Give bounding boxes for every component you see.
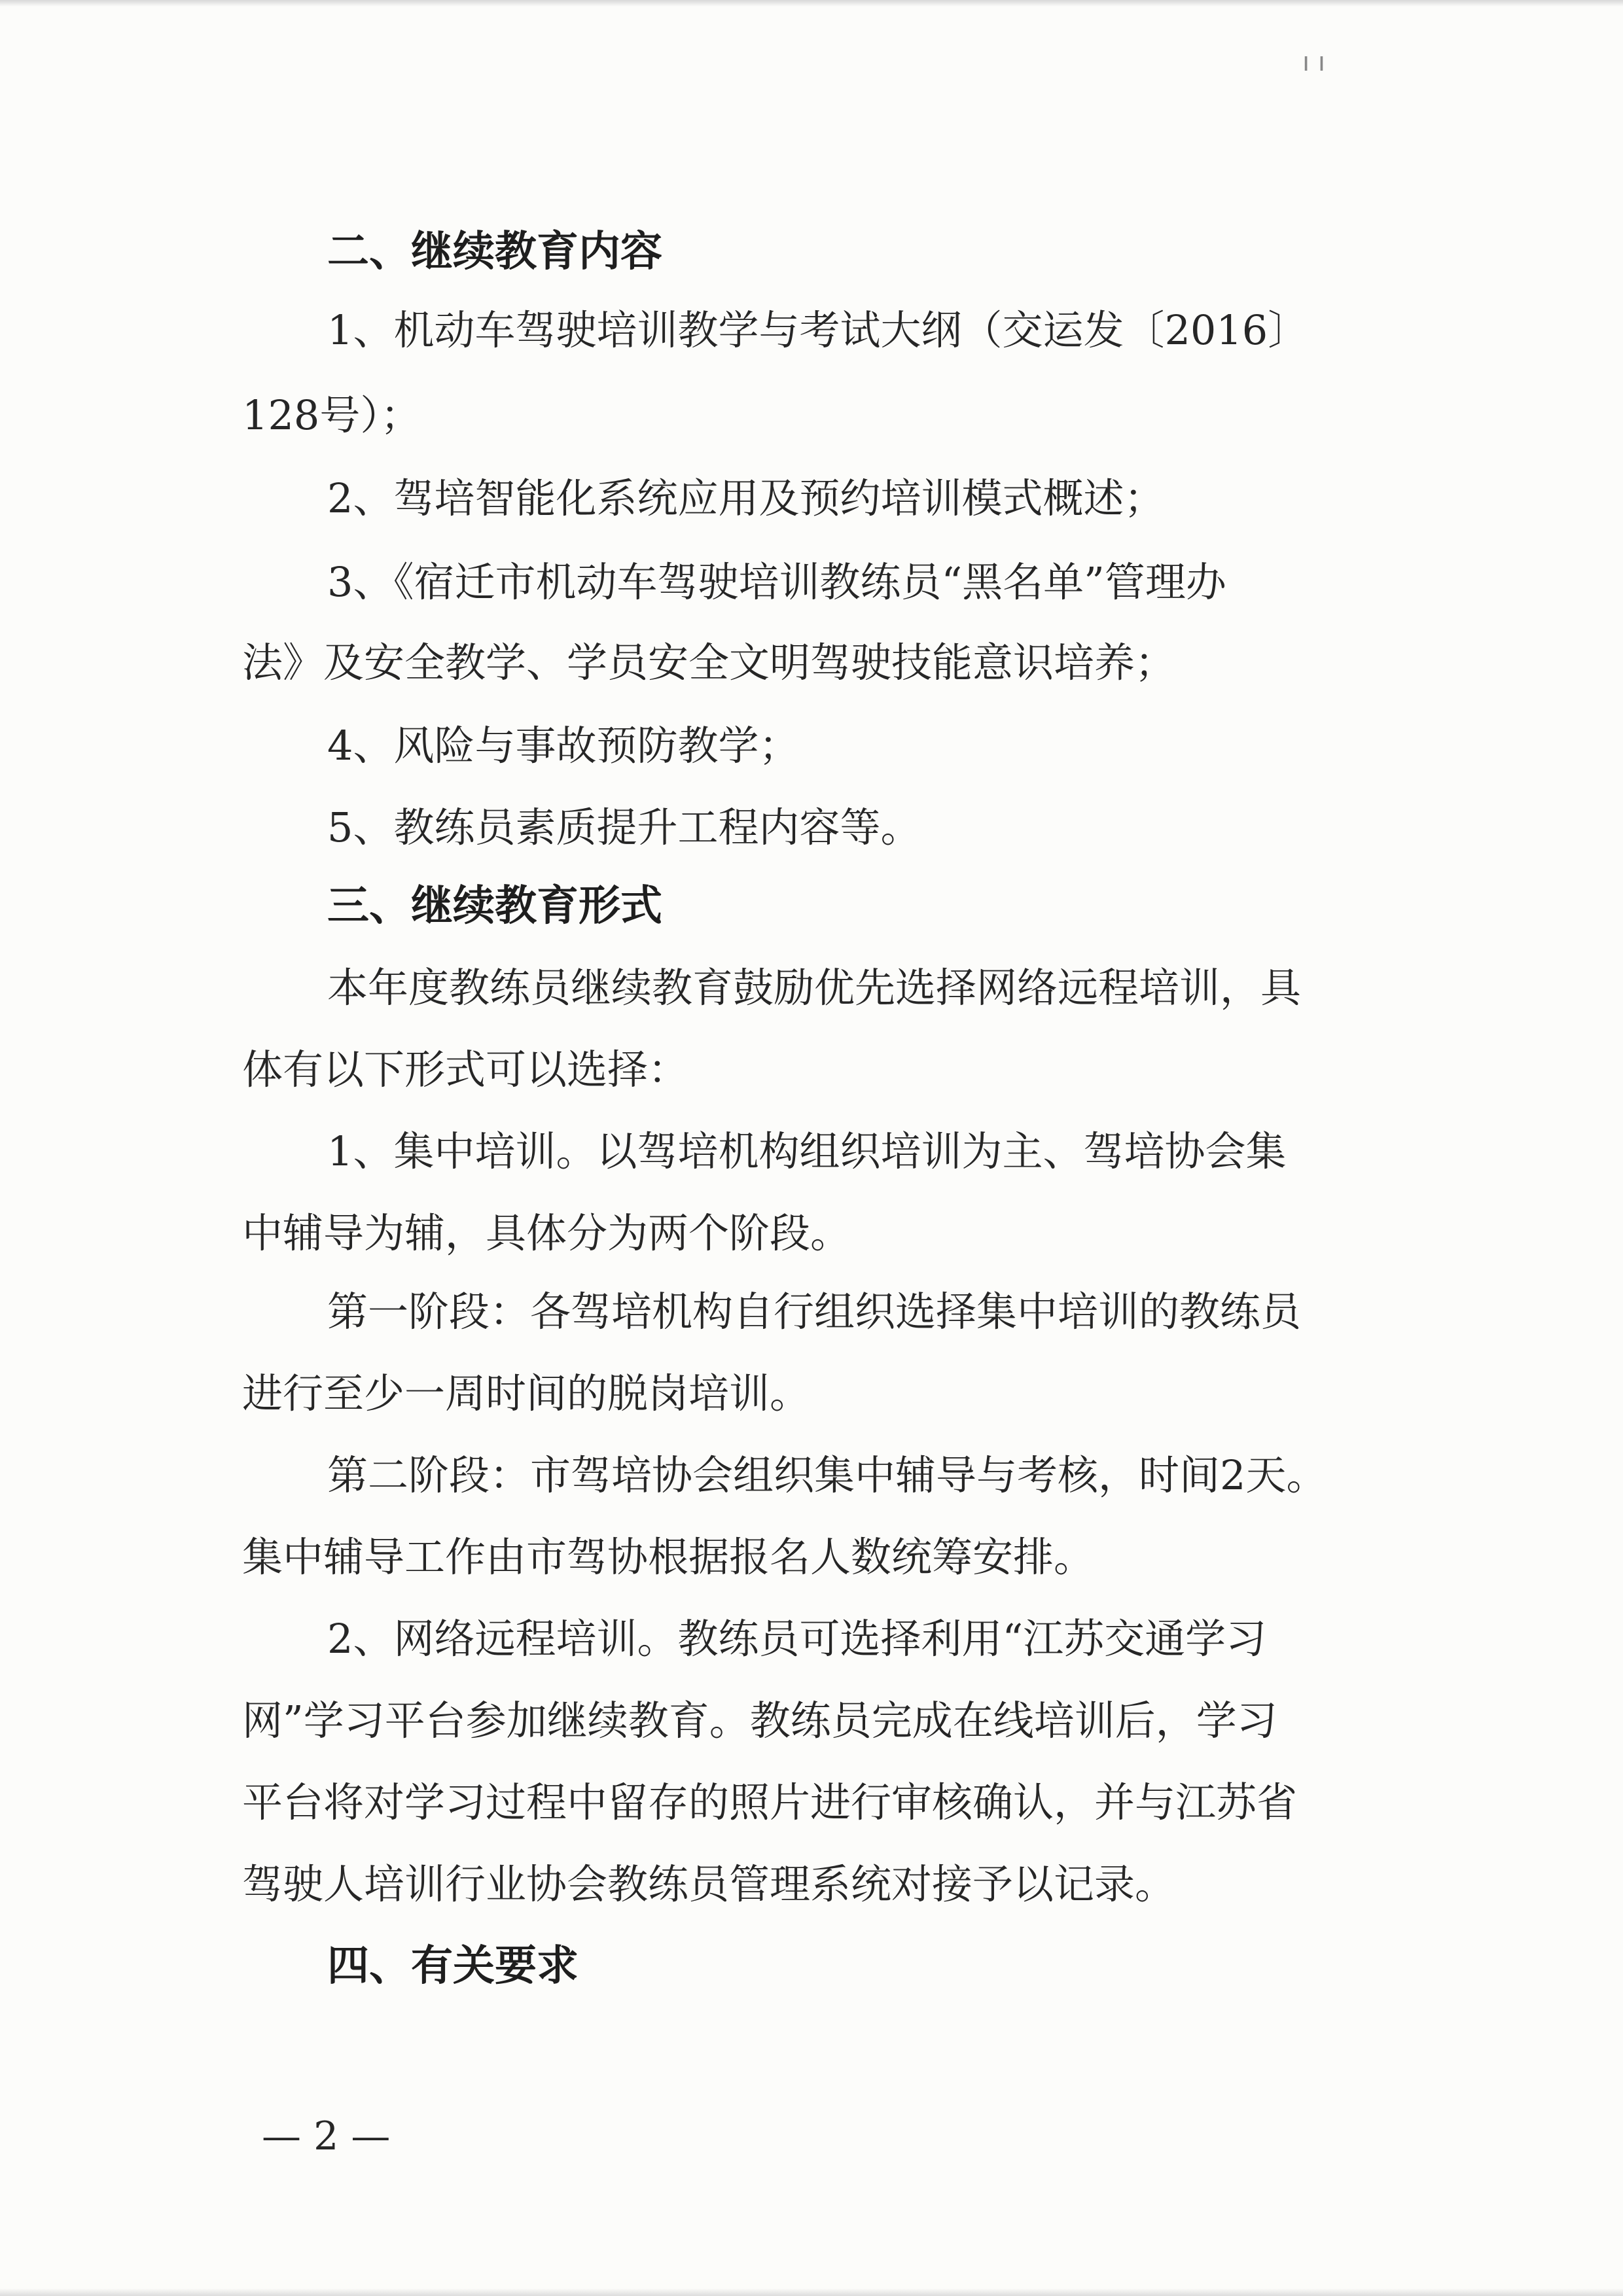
content-line-6: 4、风险与事故预防教学； xyxy=(327,722,800,769)
section-heading-2: 二、继续教育内容 xyxy=(327,228,662,276)
section-heading-3: 三、继续教育形式 xyxy=(327,882,662,930)
content-line-13: 进行至少一周时间的脱岗培训。 xyxy=(242,1369,811,1417)
content-line-15: 集中辅导工作由市驾协根据报名人数统筹安排。 xyxy=(242,1533,1095,1581)
page-number: — 2 — xyxy=(262,2113,391,2159)
scan-edge-bottom xyxy=(0,2288,1623,2296)
content-line-4: 3、《宿迁市机动车驾驶培训教练员“黑名单”管理办 xyxy=(327,558,1226,606)
content-line-14: 第二阶段：市驾培协会组织集中辅导与考核，时间2天。 xyxy=(327,1451,1327,1499)
content-line-10: 1、集中培训。以驾培机构组织培训为主、驾培协会集 xyxy=(327,1127,1287,1175)
content-line-17: 网”学习平台参加继续教育。教练员完成在线培训后，学习 xyxy=(242,1697,1277,1744)
content-line-18: 平台将对学习过程中留存的照片进行审核确认，并与江苏省 xyxy=(242,1778,1298,1826)
scan-edge-top xyxy=(0,0,1623,7)
section-heading-4: 四、有关要求 xyxy=(327,1942,579,1990)
content-line-12: 第一阶段：各驾培机构自行组织选择集中培训的教练员 xyxy=(327,1288,1302,1335)
content-line-7: 5、教练员素质提升工程内容等。 xyxy=(327,804,921,851)
content-line-19: 驾驶人培训行业协会教练员管理系统对接予以记录。 xyxy=(242,1860,1176,1908)
content-line-16: 2、网络远程培训。教练员可选择利用“江苏交通学习 xyxy=(327,1615,1267,1663)
content-line-8: 本年度教练员继续教育鼓励优先选择网络远程培训，具 xyxy=(327,964,1302,1012)
content-line-9: 体有以下形式可以选择： xyxy=(242,1046,689,1093)
content-line-2: 128号）； xyxy=(242,391,421,439)
content-line-11: 中辅导为辅，具体分为两个阶段。 xyxy=(242,1209,851,1257)
content-line-3: 2、驾培智能化系统应用及预约培训模式概述； xyxy=(327,474,1165,522)
content-line-1: 1、机动车驾驶培训教学与考试大纲（交运发〔2016〕 xyxy=(327,306,1309,354)
content-line-5: 法》及安全教学、学员安全文明驾驶技能意识培养； xyxy=(242,639,1176,686)
scan-artifact-mark: ı ı xyxy=(1302,47,1325,77)
